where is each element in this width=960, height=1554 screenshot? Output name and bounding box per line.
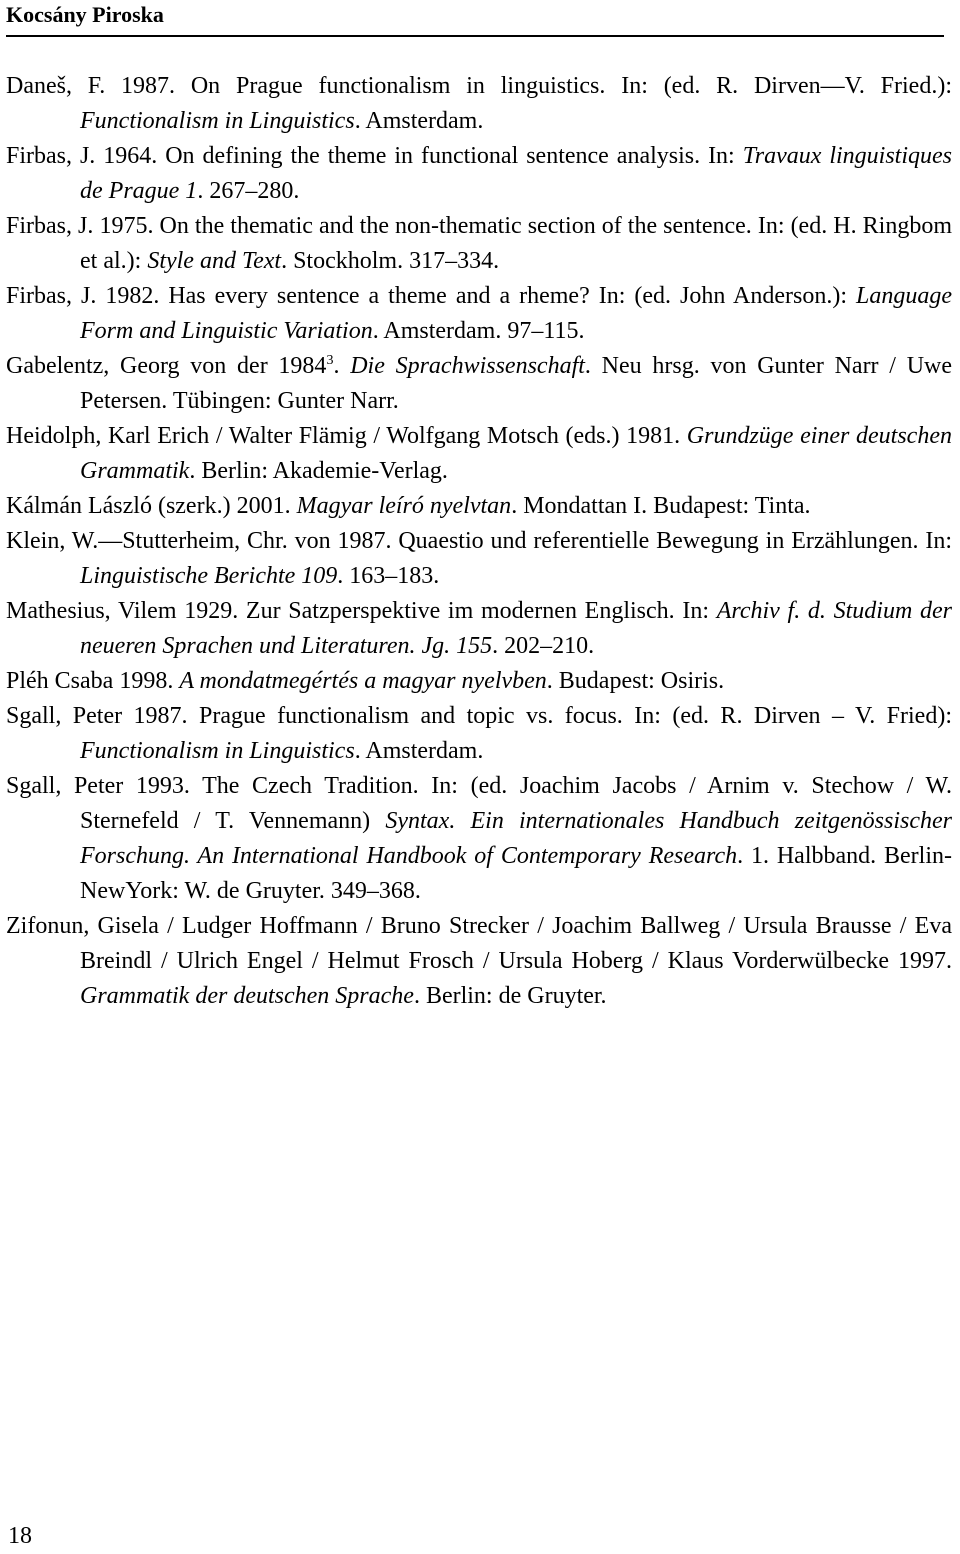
reference-text: . Berlin: Akademie-Verlag. [189,458,448,484]
reference-text: . Berlin: de Gruyter. [413,983,607,1009]
reference-text: Firbas, J. 1975. On the thematic and the non-thematic section of the sentence. In: (ed. H. Ringbom et al.): [6,213,952,274]
reference-entry [6,209,952,279]
reference-entry [6,664,952,699]
reference-text: Heidolph, Karl Erich / Walter Flämig / Wolfgang Motsch (eds.) 1981. [6,423,687,449]
reference-entry [6,909,952,1014]
reference-text: . Amsterdam. [354,738,484,764]
reference-list [6,69,952,1014]
edition-superscript: 3 [326,353,334,368]
page-number: 18 [8,1523,32,1549]
reference-title: A mondatmegértés a magyar nyelvben [179,668,547,694]
reference-entry [6,279,952,349]
reference-title: Style and Text [147,248,282,274]
header-rule [6,35,944,37]
reference-title: Syntax. Ein internationales Handbuch zeitgenössischer Forschung. An International Handbook of Contemporary Research [80,808,953,869]
reference-text: Firbas, J. 1964. On defining the theme in functional sentence analysis. In: [6,143,743,169]
reference-title: Language Form and Linguistic Variation [80,283,952,344]
reference-text: Klein, W.—Stutterheim, Chr. von 1987. Quaestio und referentielle Bewegung in Erzählungen. In: [6,528,952,554]
reference-title: Archiv f. d. Studium der neueren Sprachen und Literaturen. Jg. 155 [80,598,952,659]
reference-title: Functionalism in Linguistics [80,108,355,134]
reference-text: Mathesius, Vilem 1929. Zur Satzperspektive im modernen Englisch. In: [6,598,717,624]
reference-entry [6,349,952,419]
reference-entry [6,594,952,664]
reference-text: Pléh Csaba 1998. [6,668,180,694]
reference-text: . Amsterdam. [354,108,484,134]
running-head: Kocsány Piroska [6,2,164,27]
reference-title: Magyar leíró nyelvtan [296,493,512,519]
reference-text: . Amsterdam. 97–115. [372,318,585,344]
reference-entry [6,419,952,489]
reference-title: Grundzüge einer deutschen Grammatik [80,423,952,484]
reference-text: Firbas, J. 1982. Has every sentence a theme and a rheme? In: (ed. John Anderson.): [6,283,856,309]
reference-title: Grammatik der deutschen Sprache [80,983,414,1009]
reference-text: Kálmán László (szerk.) 2001. [6,493,297,519]
reference-text: Gabelentz, Georg von der 1984 [6,353,327,379]
reference-title: Linguistische Berichte 109 [80,563,338,589]
reference-text: . [333,353,351,379]
reference-text: . Stockholm. 317–334. [281,248,500,274]
reference-text: . 1. Halbband. Berlin-NewYork: W. de Gruyter. 349–368. [80,843,952,904]
reference-title: Functionalism in Linguistics [80,738,355,764]
reference-text: Zifonun, Gisela / Ludger Hoffmann / Bruno Strecker / Joachim Ballweg / Ursula Brausse / Eva Breindl / Ulrich Engel / Helmut Frosch / Ursula Hoberg / Klaus Vorderwülbecke 1997. [6,913,952,974]
reference-title: Travaux linguistiques de Prague 1 [80,143,953,204]
reference-text: . Budapest: Osiris. [546,668,725,694]
reference-entry [6,489,952,524]
reference-text: . 202–210. [492,633,595,659]
reference-entry [6,139,952,209]
reference-entry [6,69,952,139]
reference-text: . Neu hrsg. von Gunter Narr / Uwe Petersen. Tübingen: Gunter Narr. [80,353,953,414]
reference-entry [6,524,952,594]
reference-text: Sgall, Peter 1987. Prague functionalism and topic vs. focus. In: (ed. R. Dirven – V. Fried): [6,703,952,729]
reference-text: Sgall, Peter 1993. The Czech Tradition. In: (ed. Joachim Jacobs / Arnim v. Stechow / W. Sternefeld / T. Vennemann) [6,773,952,834]
reference-text: . Mondattan I. Budapest: Tinta. [511,493,811,519]
reference-text: . 163–183. [337,563,440,589]
reference-text: . 267–280. [197,178,300,204]
reference-entry [6,769,952,909]
reference-entry [6,699,952,769]
reference-title: Die Sprachwissenschaft [350,353,585,379]
reference-text: Daneš, F. 1987. On Prague functionalism in linguistics. In: (ed. R. Dirven—V. Fried.): [6,73,952,99]
